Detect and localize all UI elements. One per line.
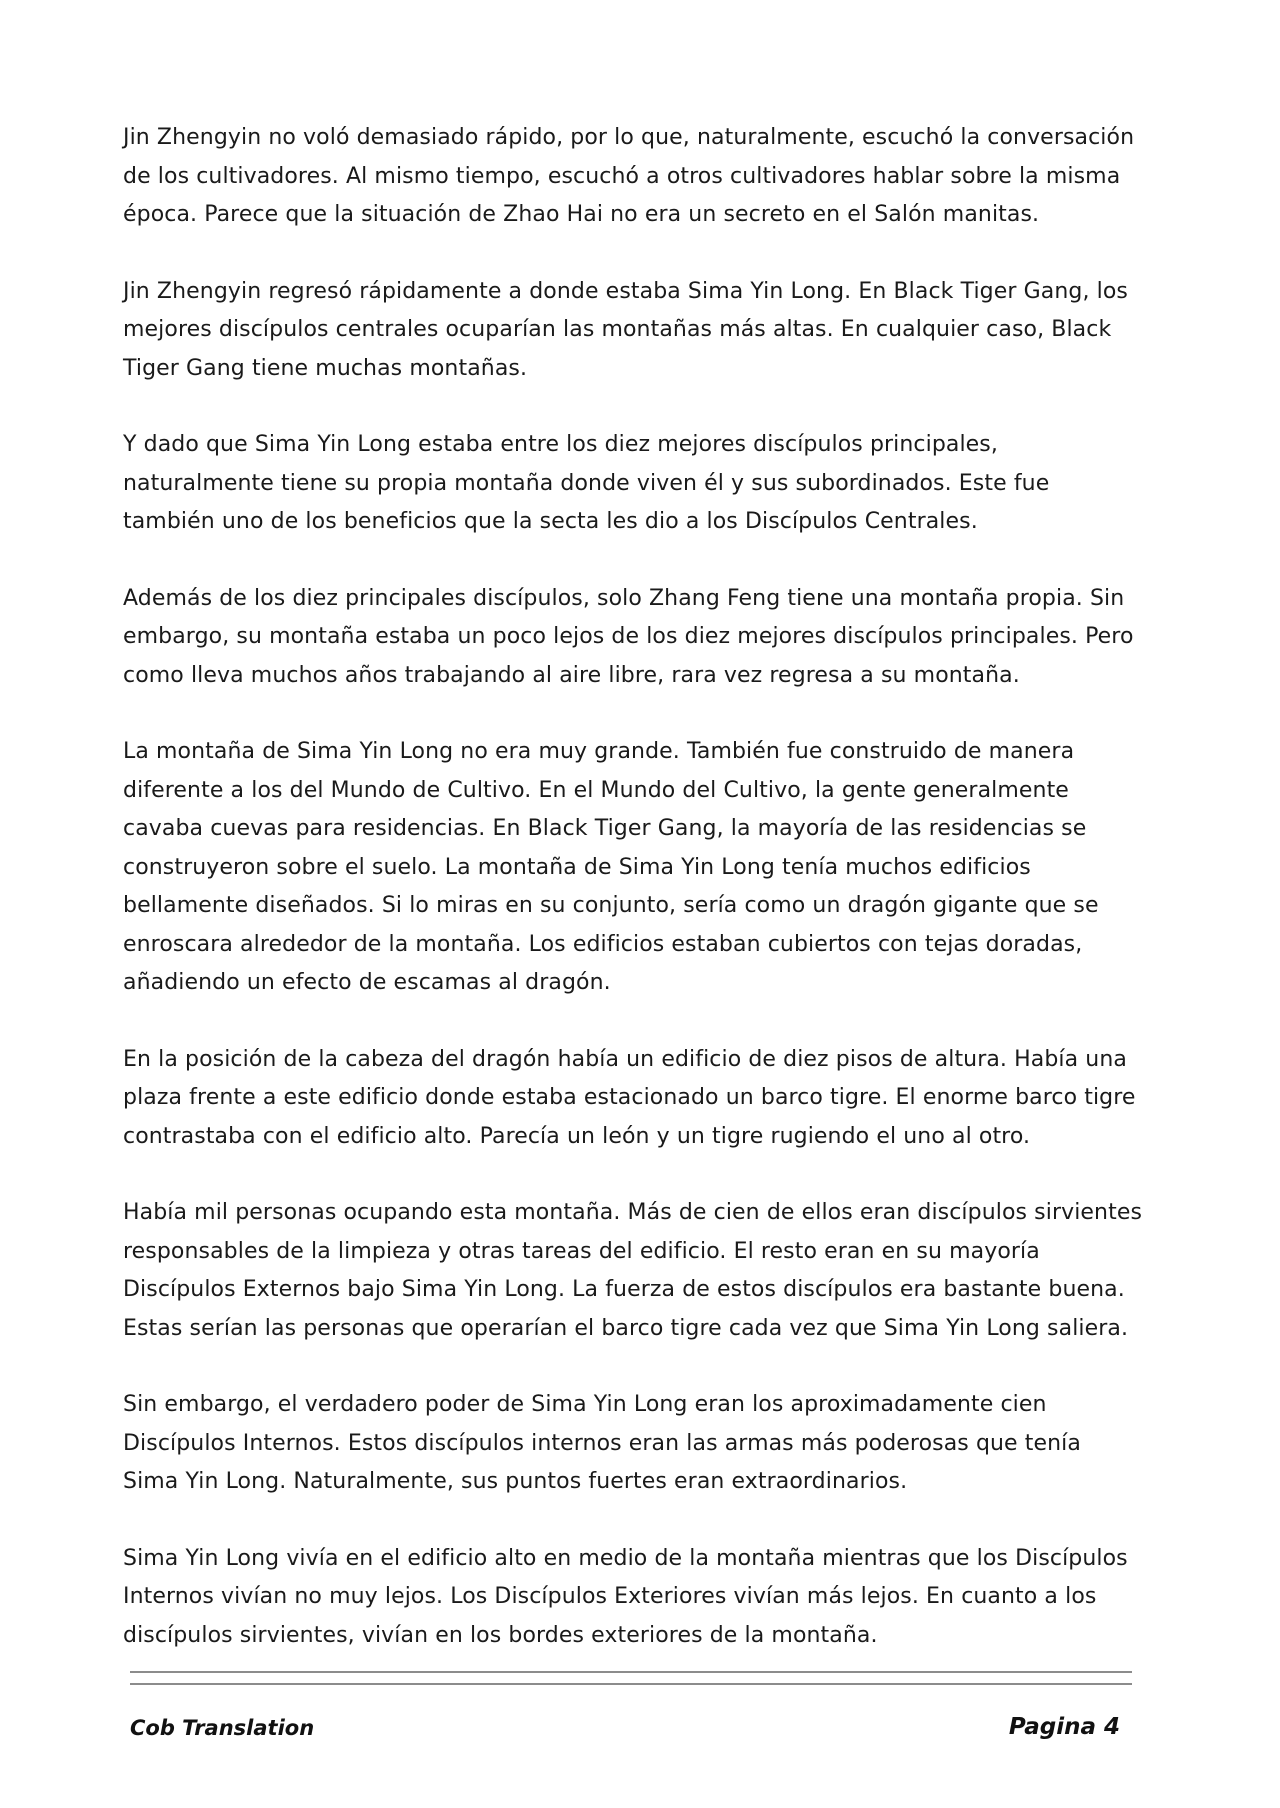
paragraph-9: Sima Yin Long vivía en el edificio alto en medio de la montaña mientras que los Discípulos Internos vivían no muy lejos. Los Discípulos Exteriores vivían más lejos. En cuanto a los discípulos sirvientes, vivían en los bordes exteriores de la montaña. — [123, 1545, 1128, 1648]
paragraph-7: Había mil personas ocupando esta montaña. Más de cien de ellos eran discípulos sirvientes responsables de la limpieza y otras tareas del edificio. El resto eran en su mayoría Discípulos Externos bajo Sima Yin Long. La fuerza de estos discípulos era bastante buena. Estas serían las personas que operarían el barco tigre cada vez que Sima Yin Long saliera. — [123, 1200, 1143, 1341]
paragraph-8: Sin embargo, el verdadero poder de Sima Yin Long eran los aproximadamente cien Discípulos Internos. Estos discípulos internos eran las armas más poderosas que tenía Sima Yin Long. Naturalmente, sus puntos fuertes eran extraordinarios. — [123, 1392, 1081, 1494]
paragraph-1: Jin Zhengyin no voló demasiado rápido, por lo que, naturalmente, escuchó la conversación de los cultivadores. Al mismo tiempo, escuchó a otros cultivadores hablar sobre la misma época. Parece que la situación de Zhao Hai no era un secreto en el Salón manitas. — [123, 125, 1135, 227]
footer-divider-top — [130, 1671, 1132, 1673]
body-text — [123, 119, 1143, 1693]
paragraph-6: En la posición de la cabeza del dragón había un edificio de diez pisos de altura. Había una plaza frente a este edificio donde estaba estacionado un barco tigre. El enorme barco tigre contrastaba con el edificio alto. Parecía un león y un tigre rugiendo el uno al otro. — [123, 1046, 1136, 1149]
footer-translator-credit: Cob Translation — [130, 1716, 315, 1740]
paragraph-2: Jin Zhengyin regresó rápidamente a donde estaba Sima Yin Long. En Black Tiger Gang, los mejores discípulos centrales ocuparían las montañas más altas. En cualquier caso, Black Tiger Gang tiene muchas montañas. — [123, 278, 1128, 381]
paragraph-3: Y dado que Sima Yin Long estaba entre los diez mejores discípulos principales, naturalmente tiene su propia montaña donde viven él y sus subordinados. Este fue también uno de los beneficios que la secta les dio a los Discípulos Centrales. — [123, 432, 1050, 534]
footer-page-number: Pagina 4 — [1008, 1714, 1120, 1740]
paragraph-5: La montaña de Sima Yin Long no era muy grande. También fue construido de manera diferente a los del Mundo de Cultivo. En el Mundo del Cultivo, la gente generalmente cavaba cuevas para residencias. En Black Tiger Gang, la mayoría de las residencias se construyeron sobre el suelo. La montaña de Sima Yin Long tenía muchos edificios bellamente diseñados. Si lo miras en su conjunto, sería como un dragón gigante que se enroscara alrededor de la montaña. Los edificios estaban cubiertos con tejas doradas, añadiendo un efecto de escamas al dragón. — [123, 739, 1099, 995]
paragraph-4: Además de los diez principales discípulos, solo Zhang Feng tiene una montaña propia. Sin embargo, su montaña estaba un poco lejos de los diez mejores discípulos principales. Pero como lleva muchos años trabajando al aire libre, rara vez regresa a su montaña. — [123, 585, 1134, 688]
footer-divider-bottom — [130, 1683, 1132, 1685]
